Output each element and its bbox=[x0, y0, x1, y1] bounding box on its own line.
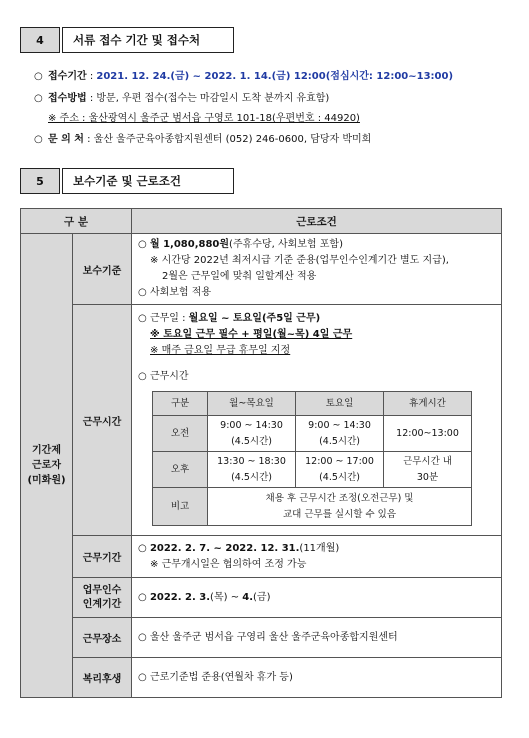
hours-content: ○ 근무일 : 월요일 ~ 토요일(주5일 근무) ※ 토요일 근무 필수 + 평일(월~목) 4일 근무 ※ 매주 금요일 무급 휴무일 지정 ○ 근무시간 구분 월~목요일 토요일 휴게시간 오전 9:00 ~ 14:30 (4.5시간) 9:00 ~ 14:30 (4.5시간) 12:00~13:00 오후 13:30 ~ 18:30 (4.5시간) 12:00 ~ 17:00 (4.5시간) 근무시간 내 30분 비고 채용 후 근무시간 조정(오전근무) 및 교대 근무를 실시할 수 있음 bbox=[132, 305, 502, 536]
table-row bbox=[21, 658, 502, 698]
period-value: 2021. 12. 24.(금) ~ 2022. 1. 14.(금) 12:00(점심시간: 12:00~13:00) bbox=[96, 71, 454, 82]
section-4-header bbox=[20, 27, 234, 53]
period-content: ○ 2022. 2. 7. ~ 2022. 12. 31.(11개월) ※ 근무개시일은 협의하여 조정 가능 bbox=[132, 536, 502, 578]
schedule-header: 구분 bbox=[153, 392, 208, 416]
handover-content: ○ 2022. 2. 3.(목) ~ 4.(금) bbox=[132, 578, 502, 618]
remark-label: 비고 bbox=[153, 488, 208, 526]
application-period: ○ 접수기간 : 2021. 12. 24.(금) ~ 2022. 1. 14.(금) 12:00(점심시간: 12:00~13:00) bbox=[34, 71, 454, 82]
header-conditions: 근로조건 bbox=[132, 209, 502, 234]
section-5-header bbox=[20, 168, 234, 194]
contact-label: 문 의 처 bbox=[48, 134, 84, 145]
period-label: 접수기간 bbox=[48, 71, 87, 82]
friday-note: ※ 매주 금요일 무급 휴무일 지정 bbox=[150, 345, 291, 356]
table-header-row bbox=[21, 209, 502, 234]
contact-value: 울산 울주군육아종합지원센터 (052) 246-0600, 담당자 박미희 bbox=[93, 134, 372, 145]
remark-text: 채용 후 근무시간 조정(오전근무) 및 교대 근무를 실시할 수 있음 bbox=[208, 488, 472, 526]
section-number: 5 bbox=[20, 168, 60, 194]
am-weekday: 9:00 ~ 14:30 (4.5시간) bbox=[208, 416, 296, 452]
saturday-note: ※ 토요일 근무 필수 + 평일(월~목) 4일 근무 bbox=[150, 329, 353, 340]
table-row bbox=[21, 305, 502, 536]
pm-break: 근무시간 내 30분 bbox=[384, 452, 472, 488]
schedule-table bbox=[152, 391, 472, 526]
header-category: 구 분 bbox=[21, 209, 132, 234]
method-label: 접수방법 bbox=[48, 93, 87, 104]
schedule-header: 월~목요일 bbox=[208, 392, 296, 416]
welfare-label: 복리후생 bbox=[73, 658, 132, 698]
handover-label: 업무인수 인계기간 bbox=[73, 578, 132, 618]
pm-label: 오후 bbox=[153, 452, 208, 488]
group-label: 기간제 근로자 (미화원) bbox=[21, 234, 73, 698]
schedule-header: 토요일 bbox=[296, 392, 384, 416]
table-row bbox=[21, 578, 502, 618]
am-break: 12:00~13:00 bbox=[384, 416, 472, 452]
working-conditions-table bbox=[20, 208, 502, 698]
section-title: 보수기준 및 근로조건 bbox=[62, 168, 234, 194]
pay-label: 보수기준 bbox=[73, 234, 132, 305]
welfare-content: ○ 근로기준법 준용(연월차 휴가 등) bbox=[132, 658, 502, 698]
am-label: 오전 bbox=[153, 416, 208, 452]
pm-weekday: 13:30 ~ 18:30 (4.5시간) bbox=[208, 452, 296, 488]
place-label: 근무장소 bbox=[73, 618, 132, 658]
method-value: 방문, 우편 접수(접수는 마감일시 도착 분까지 유효함) bbox=[96, 93, 330, 104]
contact-info: ○ 문 의 처 : 울산 울주군육아종합지원센터 (052) 246-0600, 담당자 박미희 bbox=[34, 134, 372, 145]
application-method: ○ 접수방법 : 방문, 우편 접수(접수는 마감일시 도착 분까지 유효함) bbox=[34, 93, 330, 104]
address-note: ※ 주소 : 울산광역시 울주군 범서읍 구영로 101-18(우편번호 : 44920) bbox=[48, 113, 360, 124]
table-row bbox=[21, 234, 502, 305]
table-row bbox=[21, 536, 502, 578]
section-title: 서류 접수 기간 및 접수처 bbox=[62, 27, 234, 53]
table-row bbox=[21, 618, 502, 658]
schedule-header: 휴게시간 bbox=[384, 392, 472, 416]
am-saturday: 9:00 ~ 14:30 (4.5시간) bbox=[296, 416, 384, 452]
pm-saturday: 12:00 ~ 17:00 (4.5시간) bbox=[296, 452, 384, 488]
period-label: 근무기간 bbox=[73, 536, 132, 578]
section-number: 4 bbox=[20, 27, 60, 53]
hours-label: 근무시간 bbox=[73, 305, 132, 536]
pay-content: ○ 월 1,080,880원(주휴수당, 사회보험 포함) ※ 시간당 2022년 최저시급 기준 준용(업무인수인계기간 별도 지급), 2월은 근무일에 맞춰 일할계산 적용 ○ 사회보험 적용 bbox=[132, 234, 502, 305]
place-content: ○ 울산 울주군 범서읍 구영리 울산 울주군육아종합지원센터 bbox=[132, 618, 502, 658]
